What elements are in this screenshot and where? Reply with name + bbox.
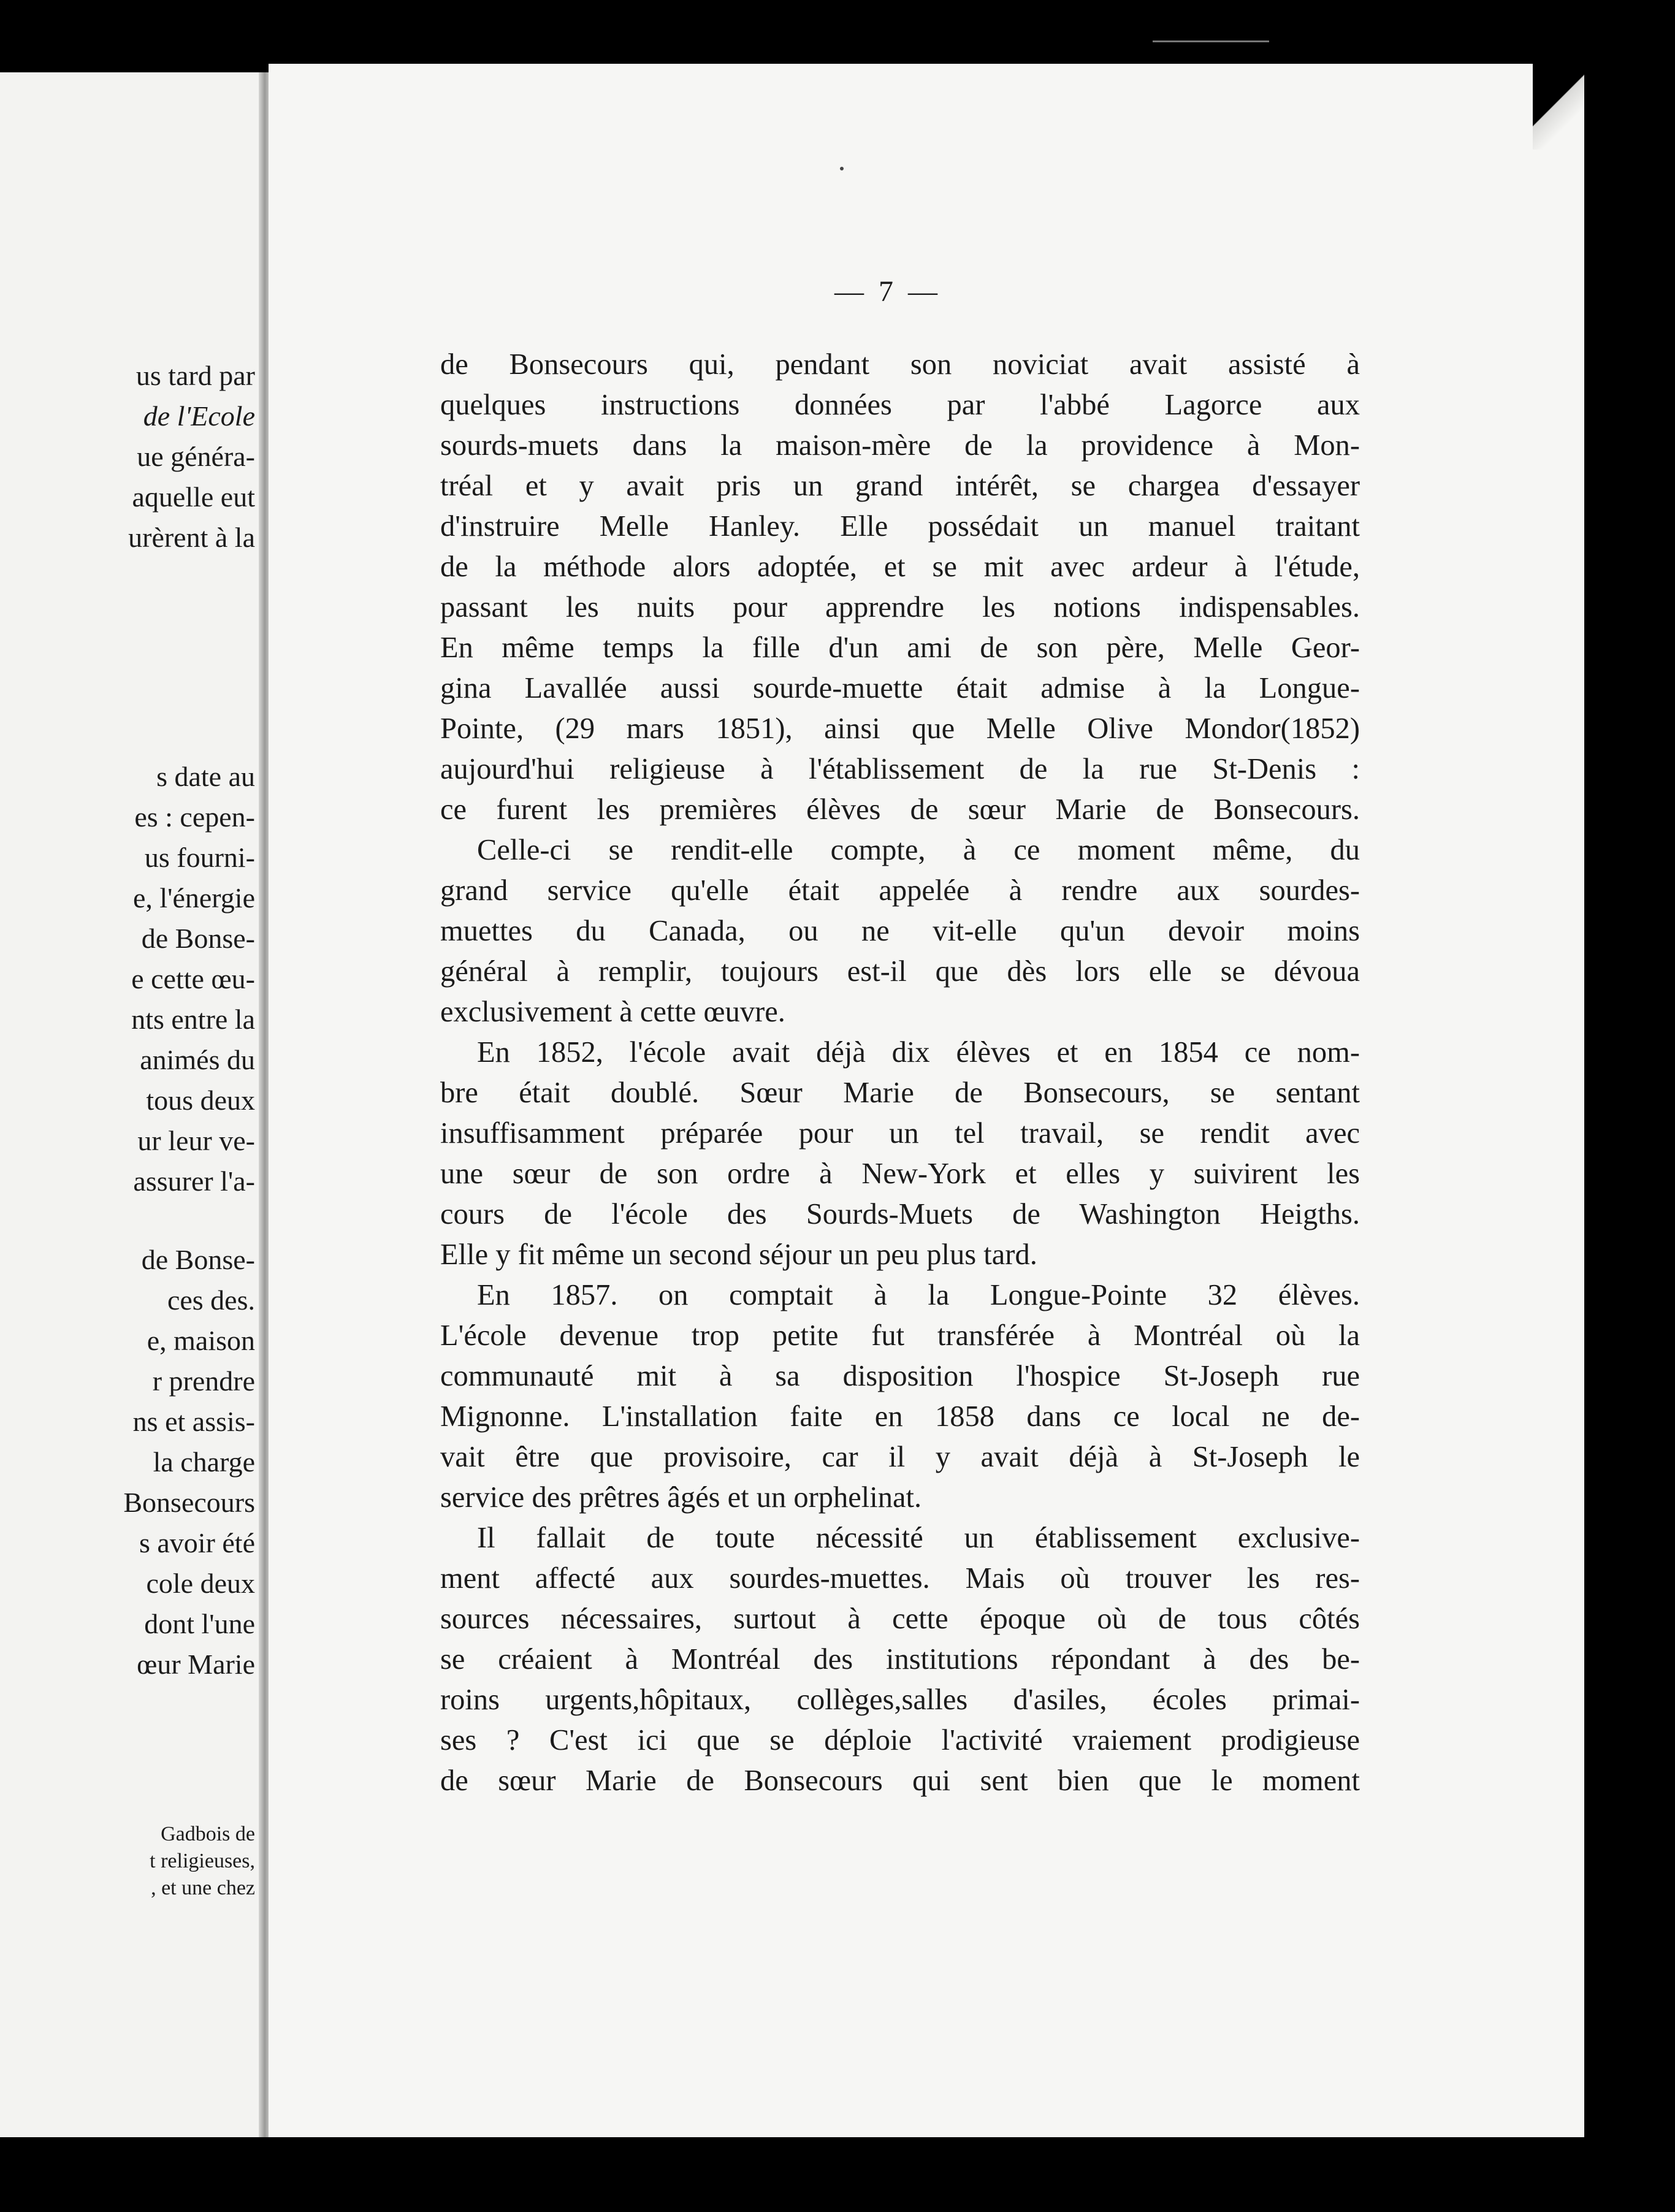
left-text-line: ns et assis-	[132, 1406, 255, 1437]
left-text-line: dont l'une	[144, 1608, 255, 1639]
left-text-line: de l'Ecole	[143, 400, 255, 432]
left-text-line: assurer l'a-	[133, 1165, 255, 1197]
left-text-line: animés du	[140, 1044, 255, 1075]
scan-mark	[1153, 40, 1269, 42]
body-text-line: insuffisamment préparée pour un tel travail, se rendit avec	[440, 1117, 1360, 1150]
left-text-line: s date au	[156, 761, 255, 792]
left-footnote-line: , et une chez	[151, 1877, 255, 1899]
body-text-line: En même temps la fille d'un ami de son père, Melle Geor-	[440, 631, 1360, 664]
body-text-line: quelques instructions données par l'abbé Lagorce aux	[440, 389, 1360, 421]
left-text-line: es : cepen-	[134, 801, 255, 833]
body-text-line: cours de l'école des Sourds-Muets de Washington Heigths.	[440, 1198, 1360, 1230]
body-text-line: ce furent les premières élèves de sœur Marie de Bonsecours.	[440, 793, 1360, 826]
body-text-line: se créaient à Montréal des institutions répondant à des be-	[440, 1643, 1360, 1676]
left-text-line: ue généra-	[137, 441, 255, 472]
body-text-line: Il fallait de toute nécessité un établissement exclusive-	[477, 1522, 1360, 1554]
left-text-line: tous deux	[146, 1085, 255, 1116]
left-text-line: de Bonse-	[141, 923, 255, 954]
body-text-line: sourds-muets dans la maison-mère de la providence à Mon-	[440, 429, 1360, 462]
body-text-line: communauté mit à sa disposition l'hospice St-Joseph rue	[440, 1360, 1360, 1392]
body-text-line: En 1852, l'école avait déjà dix élèves et en 1854 ce nom-	[477, 1036, 1360, 1069]
left-text-line: urèrent à la	[128, 522, 255, 553]
left-text-line: us tard par	[135, 360, 255, 391]
body-text-line: tréal et y avait pris un grand intérêt, se chargea d'essayer	[440, 470, 1360, 502]
body-text-line: passant les nuits pour apprendre les notions indispensables.	[440, 591, 1360, 624]
left-text-line: cole deux	[146, 1568, 255, 1599]
body-text-line: de la méthode alors adoptée, et se mit avec ardeur à l'étude,	[440, 551, 1360, 583]
body-text-line: grand service qu'elle était appelée à rendre aux sourdes-	[440, 874, 1360, 907]
left-text-line: e cette œu-	[131, 963, 255, 994]
body-text-line: de sœur Marie de Bonsecours qui sent bien que le moment	[440, 1764, 1360, 1797]
body-text-line: Mignonne. L'installation faite en 1858 dans ce local ne de-	[440, 1400, 1360, 1433]
page-corner-curl	[1533, 64, 1584, 150]
speck-mark	[840, 167, 844, 170]
left-text-line: la charge	[153, 1446, 255, 1478]
left-text-line: s avoir été	[139, 1527, 255, 1558]
left-text-line: Bonsecours	[123, 1487, 255, 1518]
left-text-line: aquelle eut	[132, 481, 255, 513]
body-text-line: roins urgents,hôpitaux, collèges,salles d'asiles, écoles primai-	[440, 1684, 1360, 1716]
body-text-line: bre était doublé. Sœur Marie de Bonsecours, se sentant	[440, 1077, 1360, 1109]
body-text-line: de Bonsecours qui, pendant son noviciat avait assisté à	[440, 348, 1360, 381]
body-text-line: aujourd'hui religieuse à l'établissement de la rue St-Denis :	[440, 753, 1360, 785]
body-text-line: gina Lavallée aussi sourde-muette était admise à la Longue-	[440, 672, 1360, 704]
body-text-line: Celle-ci se rendit-elle compte, à ce moment même, du	[477, 834, 1360, 866]
body-text-line: vait être que provisoire, car il y avait déjà à St-Joseph le	[440, 1441, 1360, 1473]
body-text-line: d'instruire Melle Hanley. Elle possédait un manuel traitant	[440, 510, 1360, 543]
body-text-line: L'école devenue trop petite fut transférée à Montréal où la	[440, 1319, 1360, 1352]
body-text-line: service des prêtres âgés et un orphelinat.	[440, 1481, 922, 1514]
body-text-line: Elle y fit même un second séjour un peu plus tard.	[440, 1238, 1037, 1271]
left-text-line: œur Marie	[137, 1649, 255, 1680]
body-text-line: ment affecté aux sourdes-muettes. Mais où trouver les res-	[440, 1562, 1360, 1595]
left-text-line: de Bonse-	[141, 1244, 255, 1275]
left-text-line: e, maison	[147, 1325, 255, 1356]
left-text-line: r prendre	[152, 1365, 255, 1397]
left-text-line: ur leur ve-	[137, 1125, 255, 1156]
left-footnote-line: t religieuses,	[150, 1850, 255, 1872]
body-text-line: exclusivement à cette œuvre.	[440, 996, 785, 1028]
body-text-line: sources nécessaires, surtout à cette époque où de tous côtés	[440, 1603, 1360, 1635]
body-text-line: ses ? C'est ici que se déploie l'activité vraiement prodigieuse	[440, 1724, 1360, 1756]
body-text-line: En 1857. on comptait à la Longue-Pointe 32 élèves.	[477, 1279, 1360, 1311]
left-text-line: e, l'énergie	[132, 882, 255, 913]
body-text-line: général à remplir, toujours est-il que dès lors elle se dévoua	[440, 955, 1360, 988]
left-page	[0, 72, 269, 2137]
left-footnote-line: Gadbois de	[161, 1823, 255, 1845]
body-text-line: muettes du Canada, ou ne vit-elle qu'un devoir moins	[440, 915, 1360, 947]
left-text-line: nts entre la	[131, 1004, 255, 1035]
left-text-line: us fourni-	[144, 842, 255, 873]
body-text-line: Pointe, (29 mars 1851), ainsi que Melle Olive Mondor(1852)	[440, 712, 1360, 745]
page-number: — 7 —	[834, 275, 941, 308]
left-text-line: ces des.	[167, 1284, 255, 1316]
body-text-line: une sœur de son ordre à New-York et elles y suivirent les	[440, 1157, 1360, 1190]
